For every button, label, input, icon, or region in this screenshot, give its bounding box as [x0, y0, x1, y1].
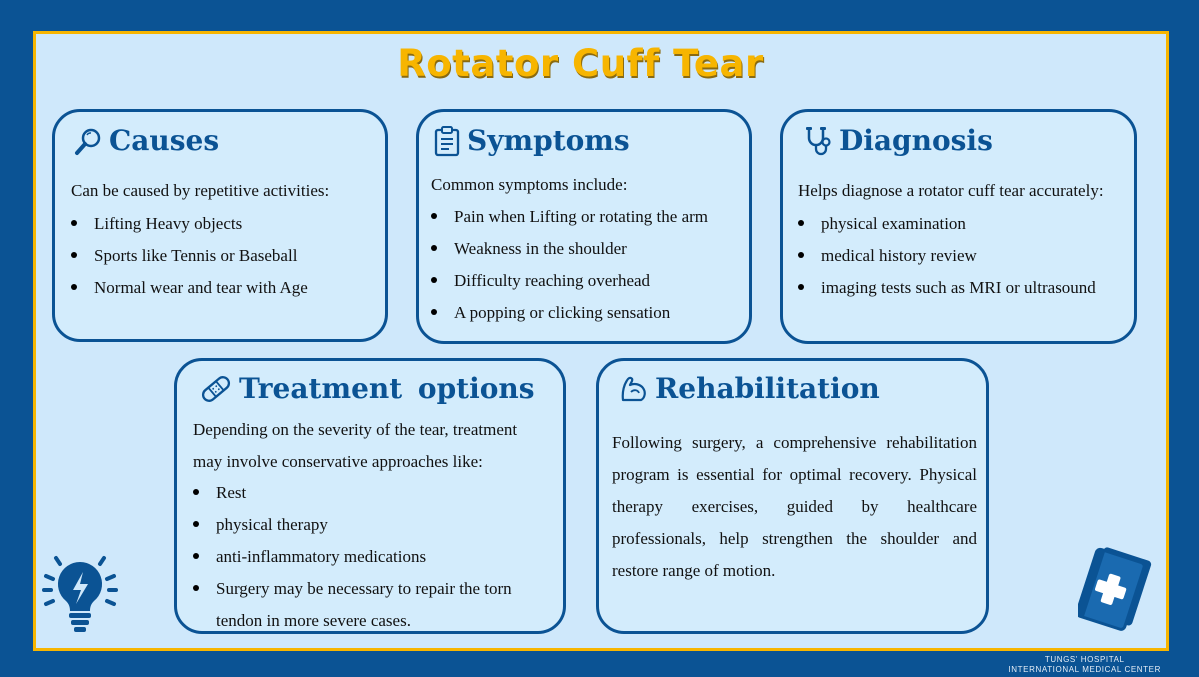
list-item: physical therapy — [193, 514, 512, 546]
hospital-footer — [1008, 655, 1161, 675]
rehabilitation-title: Rehabilitation — [655, 372, 880, 405]
treatment-list — [193, 482, 512, 642]
treatment-intro: Depending on the severity of the tear, treatment may involve conservative approaches like: — [193, 420, 518, 471]
footer-line-1: TUNGS' HOSPITAL — [1044, 655, 1125, 664]
rehabilitation-card — [596, 358, 989, 634]
list-item: physical examination — [798, 213, 1096, 245]
clipboard-icon — [433, 125, 461, 157]
treatment-card — [174, 358, 566, 634]
list-item: imaging tests such as MRI or ultrasound — [798, 277, 1096, 309]
list-item: medical history review — [798, 245, 1096, 277]
symptoms-title: Symptoms — [467, 124, 630, 157]
causes-intro: Can be caused by repetitive activities: — [71, 181, 330, 200]
list-item: Difficulty reaching overhead — [431, 270, 708, 302]
treatment-heading — [199, 372, 535, 405]
diagnosis-intro: Helps diagnose a rotator cuff tear accurately: — [798, 181, 1104, 200]
causes-title: Causes — [109, 124, 220, 157]
causes-list — [71, 213, 308, 309]
list-item: Pain when Lifting or rotating the arm — [431, 206, 708, 238]
list-item: Normal wear and tear with Age — [71, 277, 308, 309]
bandage-icon — [199, 373, 233, 405]
diagnosis-card — [780, 109, 1137, 344]
footer-line-2: INTERNATIONAL MEDICAL CENTER — [1008, 665, 1161, 674]
causes-card — [52, 109, 388, 342]
causes-heading — [73, 124, 219, 157]
list-item-continuation: tendon in more severe cases. — [216, 611, 411, 630]
medical-book-icon — [1078, 546, 1154, 632]
rehabilitation-text: Following surgery, a comprehensive rehabilitation program is essential for optimal recovery. Physical therapy exercises, guided by healthcare professionals, help strengthen the shoulder and restore range of motion. — [612, 433, 977, 580]
list-item: Lifting Heavy objects — [71, 213, 308, 245]
list-item: A popping or clicking sensation — [431, 302, 708, 334]
symptoms-intro: Common symptoms include: — [431, 175, 628, 194]
flexed-arm-icon — [619, 374, 649, 404]
diagnosis-heading — [803, 124, 993, 157]
list-item: Surgery may be necessary to repair the torn — [193, 578, 512, 610]
stethoscope-icon — [803, 125, 833, 157]
symptoms-heading — [433, 124, 630, 157]
list-item: Weakness in the shoulder — [431, 238, 708, 270]
page-title: Rotator Cuff Tear — [397, 42, 764, 85]
list-item: Rest — [193, 482, 512, 514]
symptoms-list — [431, 206, 708, 334]
diagnosis-list — [798, 213, 1096, 309]
magnifier-icon — [73, 126, 103, 156]
lightbulb-icon — [40, 552, 120, 636]
treatment-title: Treatment options — [239, 372, 535, 405]
symptoms-card — [416, 109, 752, 344]
diagnosis-title: Diagnosis — [839, 124, 993, 157]
list-item: anti-inflammatory medications — [193, 546, 512, 578]
rehabilitation-heading — [619, 372, 880, 405]
list-item: Sports like Tennis or Baseball — [71, 245, 308, 277]
